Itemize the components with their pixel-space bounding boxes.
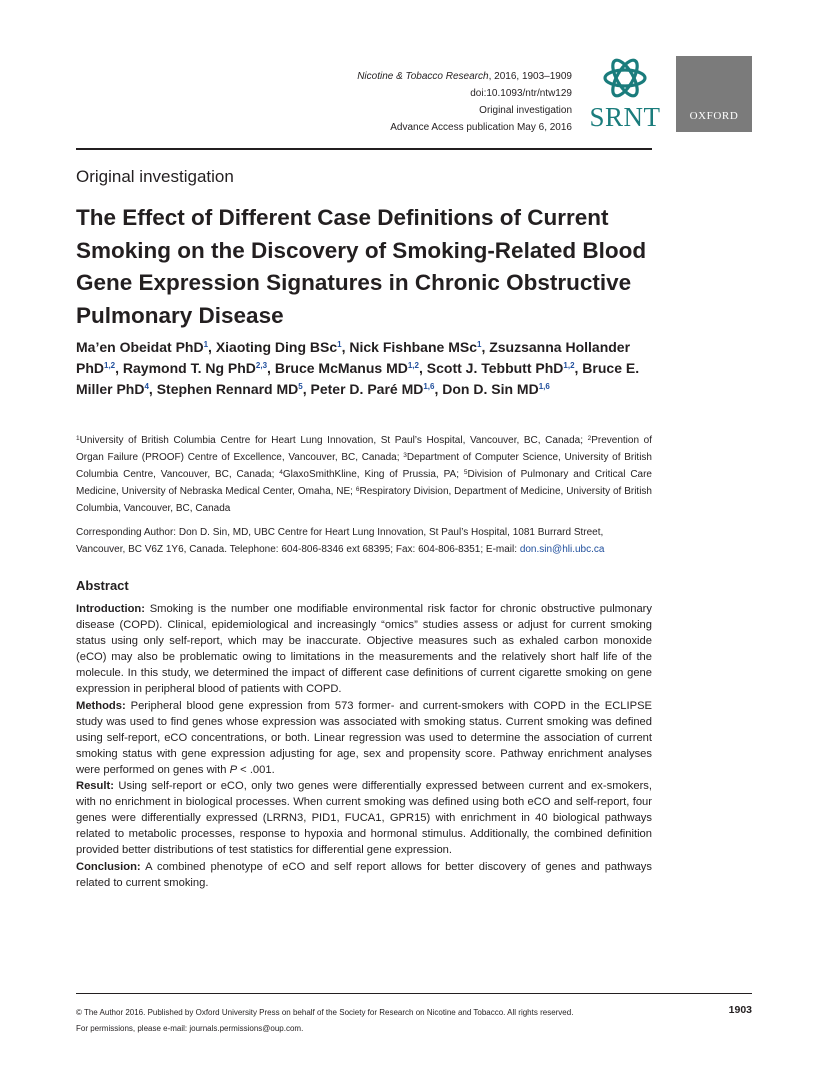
page-number: 1903 (728, 1004, 752, 1016)
srnt-logo (588, 55, 662, 135)
journal-meta (330, 68, 572, 136)
footer (76, 1005, 676, 1037)
author-name: Stephen Rennard MD (156, 381, 299, 397)
corresponding-text: Corresponding Author: Don D. Sin, MD, UBC Centre for Heart Lung Innovation, St Paul’s Hospital, 1081 Burrard Street, Vancouver, BC V6Z 1Y6, Canada. Telephone: 604-806-8346 ext 68395; Fax: 604-806-8351; E-mail: (76, 527, 604, 555)
abstract-methods (76, 698, 652, 778)
srnt-wordmark: SRNT (589, 102, 661, 132)
permissions-notice: For permissions, please e-mail: journals.permissions@oup.com. (76, 1024, 304, 1033)
affiliation-text: Prevention of Organ Failure (PROOF) Centre of Excellence, Vancouver, BC, Canada; (76, 435, 652, 463)
author-affiliation-ref[interactable]: 1,2 (563, 361, 575, 370)
copyright-notice: © The Author 2016. Published by Oxford University Press on behalf of the Society for Research on Nicotine and Tobacco. All rights reserved. (76, 1008, 574, 1017)
abstract-label: Conclusion: (76, 860, 141, 873)
abstract-conclusion (76, 859, 652, 891)
email-link[interactable]: don.sin@hli.ubc.ca (519, 544, 605, 555)
author-name: Don D. Sin MD (442, 381, 539, 397)
affiliation-text: Division of Pulmonary and Critical Care Medicine, University of Nebraska Medical Center, Omaha, NE; (76, 469, 652, 497)
abstract-label: Methods: (76, 699, 126, 712)
abstract-heading: Abstract (76, 578, 129, 593)
author-name: Ma’en Obeidat PhD (76, 339, 204, 355)
author-name: Raymond T. Ng PhD (122, 360, 256, 376)
journal-pages: , 2016, 1903–1909 (488, 71, 572, 82)
affiliations (76, 432, 652, 517)
abstract-result (76, 778, 652, 858)
affiliation-number: 4 (279, 469, 283, 476)
author-affiliation-ref[interactable]: 1,2 (104, 361, 116, 370)
author-name: Bruce McManus MD (274, 360, 408, 376)
srnt-knot-icon (600, 55, 650, 101)
author-name: Zsuzsanna Hollander PhD (76, 339, 631, 376)
abstract-text-tail: < .001. (237, 763, 275, 776)
author-list: Ma’en Obeidat PhD$^1$, Xiaoting Ding BSc$^1$, Nick Fishbane MSc$^1$, Zsuzsanna Hollander PhD$^{1,2}$, Raymond T. Ng PhD$^{2,3}$, Bruce McManus MD$^{1,2}$, Scott J. Tebbutt PhD$^{1,2}$, Bruce E. Miller PhD$^4$, Stephen Rennard $MD^5$, Peter D. Paré MD$^{1,6}$, Don D. Sin MD$^{1,6}$ (76, 339, 640, 397)
abstract-label: Result: (76, 780, 114, 793)
affiliation-text: University of British Columbia Centre for Heart Lung Innovation, St Paul’s Hospital, Vancouver, BC, Canada; (79, 435, 588, 446)
affiliation-number: 3 (403, 452, 407, 459)
author-name: Scott J. Tebbutt PhD (426, 360, 564, 376)
corresponding-author (76, 524, 652, 558)
article-type: Original investigation (479, 105, 572, 116)
abstract-body (76, 601, 652, 891)
section-label: Original investigation (76, 167, 234, 186)
author-name: Xiaoting Ding BSc (215, 339, 338, 355)
author-name: Peter D. Paré MD (310, 381, 424, 397)
oxford-wordmark: OXFORD (689, 110, 739, 122)
footer-divider (76, 993, 752, 994)
advance-access: Advance Access publication May 6, 2016 (390, 122, 572, 133)
affiliation-number: 5 (463, 469, 468, 476)
affiliation-number: 1 (76, 435, 80, 442)
author-affiliation-ref[interactable]: 4 (144, 382, 149, 391)
author-name: Bruce E. Miller PhD (76, 360, 640, 397)
affiliation-text: GlaxoSmithKline, King of Prussia, PA; (282, 469, 464, 480)
author-name: Nick Fishbane MSc (349, 339, 477, 355)
affiliation-number: 6 (355, 486, 360, 493)
abstract-italic-p: P (229, 763, 238, 776)
journal-title: Nicotine & Tobacco Research (357, 71, 489, 82)
abstract-label: Introduction: (76, 603, 145, 615)
oxford-logo (676, 56, 752, 132)
abstract-text: Peripheral blood gene expression from 573 former- and current-smokers with COPD in the ECLIPSE study was used to find genes whose expression was associated with smoking status. Current smoking was defined using self-report, eCO concentrations, or both. Linear regression was used to determine the association of current smoking status with gene expression adjusting for age, sex and propensity score. Pathway enrichment analyses were performed on genes with (76, 699, 652, 776)
author-affiliation-ref[interactable]: 1 (476, 340, 482, 349)
affiliation-text: Respiratory Division, Department of Medicine, University of British Columbia, Vancouver, BC, Canada (76, 486, 652, 514)
abstract-text: Using self-report or eCO, only two genes were differentially expressed between current and ex-smokers, with no enrichment in biological processes. When current smoking was defined using both eCO and self-report, four genes were differentially expressed (LRRN3, PID1, FUCA1, GPR15) with enrichment in 40 biological pathways related to metabolic processes, response to hypoxia and hormonal stimulus. Additionally, the combined definition provided better distributions of test statistics for differential gene expression. (76, 780, 652, 857)
author-affiliation-ref[interactable]: 1 (337, 340, 342, 349)
author-affiliation-ref[interactable]: 2,3 (255, 361, 268, 370)
abstract-introduction (76, 601, 652, 698)
journal-citation (330, 68, 572, 85)
author-affiliation-ref[interactable]: 1,2 (407, 361, 419, 370)
abstract-text: A combined phenotype of eCO and self report allows for better discovery of genes and pathways related to current smoking. (76, 860, 652, 889)
affiliation-text: Department of Computer Science, University of British Columbia Centre, Vancouver, BC, Canada; (76, 452, 652, 480)
author-affiliation-ref[interactable]: 1 (203, 340, 209, 349)
affiliation-number: 2 (587, 435, 592, 442)
author-affiliation-ref[interactable]: 1,6 (423, 382, 435, 391)
author-affiliation-ref[interactable]: 1,6 (538, 382, 550, 391)
article-title: The Effect of Different Case Definitions of Current Smoking on the Discovery of Smoking-Related Blood Gene Expression Signatures in Chronic Obstructive Pulmonary Disease (76, 205, 647, 328)
abstract-text: Smoking is the number one modifiable environmental risk factor for chronic obstructive pulmonary disease (COPD). Clinical, epidemiological and increasingly “omics” studies assess or adjust for current smoking status using only self-report, which may be inaccurate. Objective measures such as exhaled carbon monoxide (eCO) may also be problematic owing to limitations in the measurements and the relatively short half life of the molecule. In this study, we determined the impact of different case definitions of current cigarette smoking on gene expression in peripheral blood of patients with COPD. (76, 603, 652, 696)
doi: doi:10.1093/ntr/ntw129 (470, 88, 572, 99)
header-divider (76, 148, 652, 150)
author-affiliation-ref[interactable]: 5 (298, 382, 303, 391)
